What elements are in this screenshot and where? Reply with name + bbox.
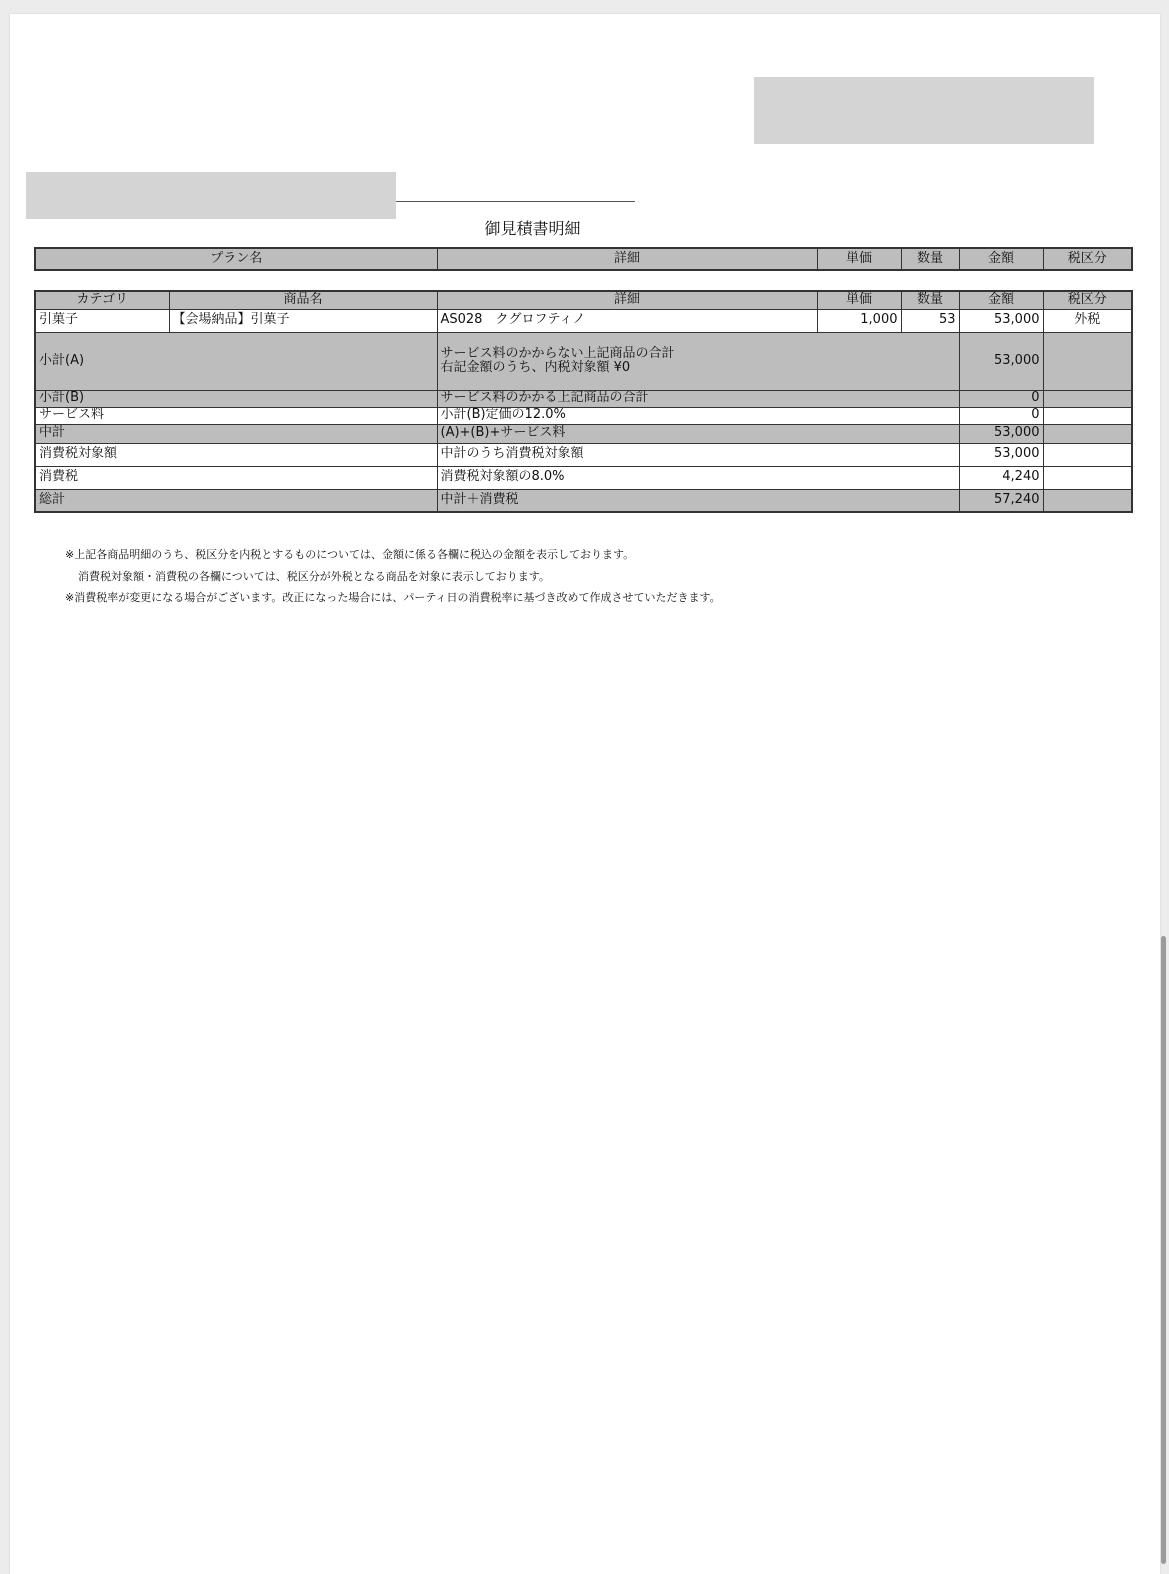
- midtotal-amount: 53,000: [959, 424, 1043, 443]
- plan-header-amount: 金額: [959, 248, 1043, 270]
- taxable-amount-row: [35, 443, 1132, 466]
- plan-header-unit-price: 単価: [817, 248, 901, 270]
- plan-header-plan-name: プラン名: [35, 248, 437, 270]
- header-unit-price: 単価: [817, 291, 901, 309]
- subtotal-b-detail: サービス料のかかる上記商品の合計: [437, 390, 959, 407]
- row-category: 引菓子: [35, 309, 169, 332]
- plan-table-header: [35, 248, 1132, 270]
- plan-header-detail: 詳細: [437, 248, 817, 270]
- subtotal-a-detail: [437, 332, 959, 390]
- row-tax-type: 外税: [1043, 309, 1132, 332]
- consumption-tax-amount: 4,240: [959, 466, 1043, 489]
- subtotal-b-label: 小計(B): [35, 390, 437, 407]
- grand-total-detail: 中計＋消費税: [437, 489, 959, 512]
- consumption-tax-tax-cell: [1043, 466, 1132, 489]
- subtotal-a-detail-line2: 右記金額のうち、内税対象額 ¥0: [440, 360, 631, 375]
- midtotal-label: 中計: [35, 424, 437, 443]
- document-title: 御見積書明細: [484, 219, 581, 238]
- service-fee-tax-cell: [1043, 407, 1132, 424]
- footnotes: [65, 544, 721, 609]
- row-product-name: 【会場納品】引菓子: [169, 309, 437, 332]
- taxable-amount-value: 53,000: [959, 443, 1043, 466]
- subtotal-a-amount: 53,000: [959, 332, 1043, 390]
- consumption-tax-detail: 消費税対象額の8.0%: [437, 466, 959, 489]
- addressee-underline: [396, 201, 635, 202]
- subtotal-b-amount: 0: [959, 390, 1043, 407]
- consumption-tax-row: [35, 466, 1132, 489]
- subtotal-a-label: 小計(A): [35, 332, 437, 390]
- document-page: [10, 14, 1160, 1574]
- service-fee-label: サービス料: [35, 407, 437, 424]
- subtotal-a-tax-cell: [1043, 332, 1132, 390]
- vertical-scrollbar[interactable]: [1161, 936, 1166, 1564]
- row-quantity: 53: [901, 309, 959, 332]
- consumption-tax-label: 消費税: [35, 466, 437, 489]
- taxable-amount-label: 消費税対象額: [35, 443, 437, 466]
- taxable-amount-detail: 中計のうち消費税対象額: [437, 443, 959, 466]
- redacted-addressee: [26, 172, 396, 219]
- grand-total-amount: 57,240: [959, 489, 1043, 512]
- note-tax-exclusive: 消費税対象額・消費税の各欄については、税区分が外税となる商品を対象に表示しております。: [78, 569, 550, 583]
- service-fee-amount: 0: [959, 407, 1043, 424]
- service-fee-row: [35, 407, 1132, 424]
- service-fee-detail: 小計(B)定価の12.0%: [437, 407, 959, 424]
- midtotal-tax-cell: [1043, 424, 1132, 443]
- plan-table: [34, 247, 1133, 271]
- midtotal-detail: (A)+(B)+サービス料: [437, 424, 959, 443]
- redacted-block-top: [754, 77, 1094, 144]
- items-table: [34, 290, 1133, 513]
- subtotal-b-row: [35, 390, 1132, 407]
- header-detail: 詳細: [437, 291, 817, 309]
- grand-total-label: 総計: [35, 489, 437, 512]
- row-unit-price: 1,000: [817, 309, 901, 332]
- header-amount: 金額: [959, 291, 1043, 309]
- header-product-name: 商品名: [169, 291, 437, 309]
- table-row: [35, 309, 1132, 332]
- subtotal-a-row: [35, 332, 1132, 390]
- header-tax-type: 税区分: [1043, 291, 1132, 309]
- grand-total-tax-cell: [1043, 489, 1132, 512]
- row-amount: 53,000: [959, 309, 1043, 332]
- header-category: カテゴリ: [35, 291, 169, 309]
- note-tax-rate-change: ※消費税率が変更になる場合がございます。改正になった場合には、パーティ日の消費税率に基づき改めて作成させていただきます。: [65, 591, 721, 604]
- subtotal-b-tax-cell: [1043, 390, 1132, 407]
- taxable-amount-tax-cell: [1043, 443, 1132, 466]
- row-detail: AS028 クグロフティノ: [437, 309, 817, 332]
- note-tax-inclusive: ※上記各商品明細のうち、税区分を内税とするものについては、金額に係る各欄に税込の金額を表示しております。: [65, 548, 635, 561]
- items-table-header: [35, 291, 1132, 309]
- subtotal-a-detail-line1: サービス料のかからない上記商品の合計: [440, 345, 675, 361]
- grand-total-row: [35, 489, 1132, 512]
- plan-header-tax-type: 税区分: [1043, 248, 1132, 270]
- header-quantity: 数量: [901, 291, 959, 309]
- plan-header-quantity: 数量: [901, 248, 959, 270]
- midtotal-row: [35, 424, 1132, 443]
